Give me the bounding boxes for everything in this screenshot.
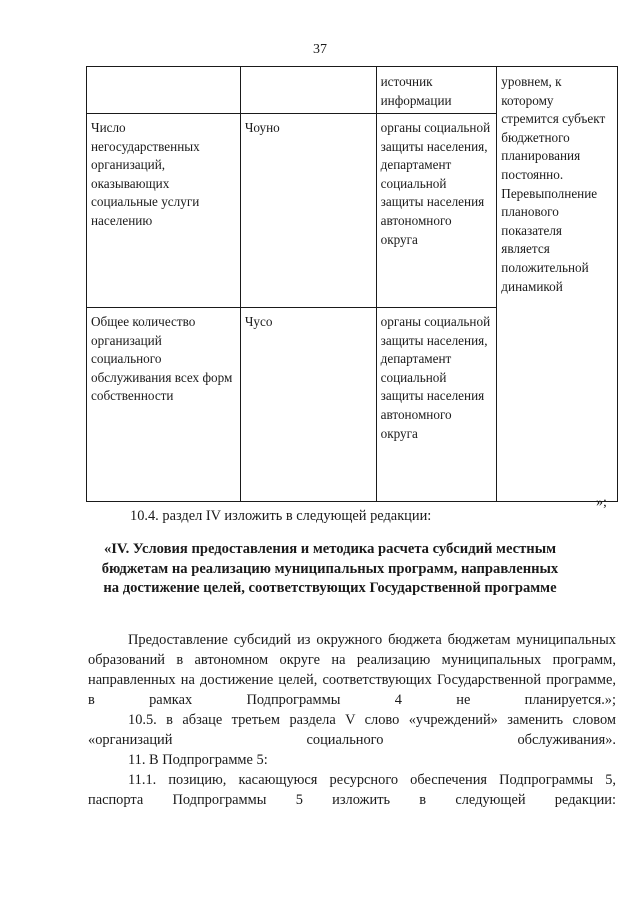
table-cell: органы социальной защиты населения, департамент социальной защиты населения автономного округа xyxy=(376,114,497,308)
paragraph-10-4: 10.4. раздел IV изложить в следующей редакции: xyxy=(130,508,432,524)
table-cell: Чусо xyxy=(240,308,376,502)
table-row xyxy=(87,67,618,114)
paragraph-10-5 xyxy=(88,710,616,750)
indicator-table xyxy=(86,66,618,502)
table-cell: органы социальной защиты населения, департамент социальной защиты населения автономного округа xyxy=(376,308,497,502)
table-cell: источник информации xyxy=(376,67,497,114)
table-cell-merged-note xyxy=(497,67,618,502)
table-cell: Общее количество организаций социального обслуживания всех форм собственности xyxy=(87,308,241,502)
table-cell: Чоуно xyxy=(240,114,376,308)
paragraph-body xyxy=(88,630,616,710)
paragraph-11: 11. В Подпрограмме 5: xyxy=(128,752,268,768)
table-cell: Число негосударственных организаций, оказывающих социальные услуги населению xyxy=(87,114,241,308)
page-number: 37 xyxy=(313,42,327,57)
paragraph-11-1 xyxy=(88,770,616,810)
closing-quote: »; xyxy=(596,495,607,510)
paragraph-body-text: Предоставление субсидий из окружного бюджета бюджетам муниципальных образований в автономном округе на реализацию муниципальных программ, направленных на достижение целей, соответствующих Государственной программе, в рамках Подпрограммы 4 не планируется.»; xyxy=(88,632,616,708)
merged-note-text: уровнем, к которому стремится субъект бюджетного планирования постоянно. Перевыполнение планового показателя является положительной динамикой xyxy=(501,74,606,294)
section-heading: «IV. Условия предоставления и методика расчета субсидий местным бюджетам на реализацию муниципальных программ, направленных на достижение целей, соответствующих Государственной программе xyxy=(101,541,559,596)
table-cell xyxy=(240,67,376,114)
paragraph-11-1-text: 11.1. позицию, касающуюся ресурсного обеспечения Подпрограммы 5, паспорта Подпрограммы 5 изложить в следующей редакции: xyxy=(88,772,616,808)
table-cell xyxy=(87,67,241,114)
paragraph-10-5-text: 10.5. в абзаце третьем раздела V слово «учреждений» заменить словом «организаций социального обслуживания». xyxy=(88,712,616,748)
